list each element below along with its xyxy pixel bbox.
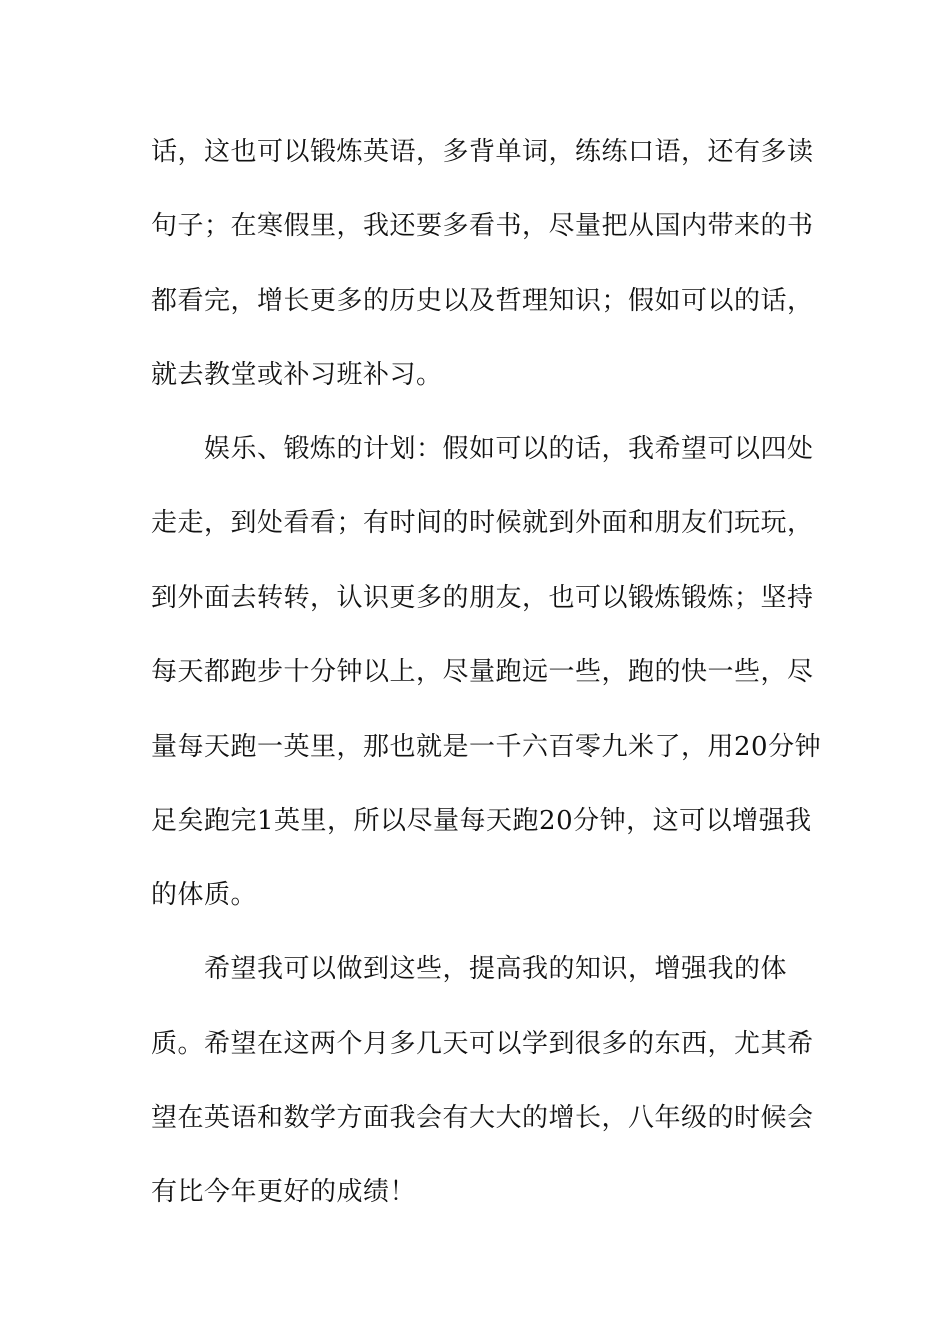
text-line: 到外面去转转，认识更多的朋友，也可以锻炼锻炼；坚持 <box>151 583 814 613</box>
text-line: 有比今年更好的成绩！ <box>151 1177 417 1207</box>
text-line: 话，这也可以锻炼英语，多背单词，练练口语，还有多读 <box>151 137 814 167</box>
text-line: 的体质。 <box>151 880 258 910</box>
text-line: 量每天跑一英里，那也就是一千六百零九米了，用20分钟 <box>151 732 822 762</box>
text-line: 每天都跑步十分钟以上，尽量跑远一些，跑的快一些，尽 <box>151 657 814 687</box>
text-line: 望在英语和数学方面我会有大大的增长，八年级的时候会 <box>151 1103 814 1133</box>
text-line: 走走，到处看看；有时间的时候就到外面和朋友们玩玩， <box>151 508 814 538</box>
text-line: 都看完，增长更多的历史以及哲理知识；假如可以的话， <box>151 286 814 316</box>
text-line: 希望我可以做到这些，提高我的知识，增强我的体 <box>204 954 788 984</box>
text-line: 句子；在寒假里，我还要多看书，尽量把从国内带来的书 <box>151 211 814 241</box>
text-line: 娱乐、锻炼的计划：假如可以的话，我希望可以四处 <box>204 434 814 464</box>
text-line: 质。希望在这两个月多几天可以学到很多的东西，尤其希 <box>151 1029 814 1059</box>
text-line: 就去教堂或补习班补习。 <box>151 360 443 390</box>
text-line: 足矣跑完1英里，所以尽量每天跑20分钟，这可以增强我 <box>151 806 812 836</box>
